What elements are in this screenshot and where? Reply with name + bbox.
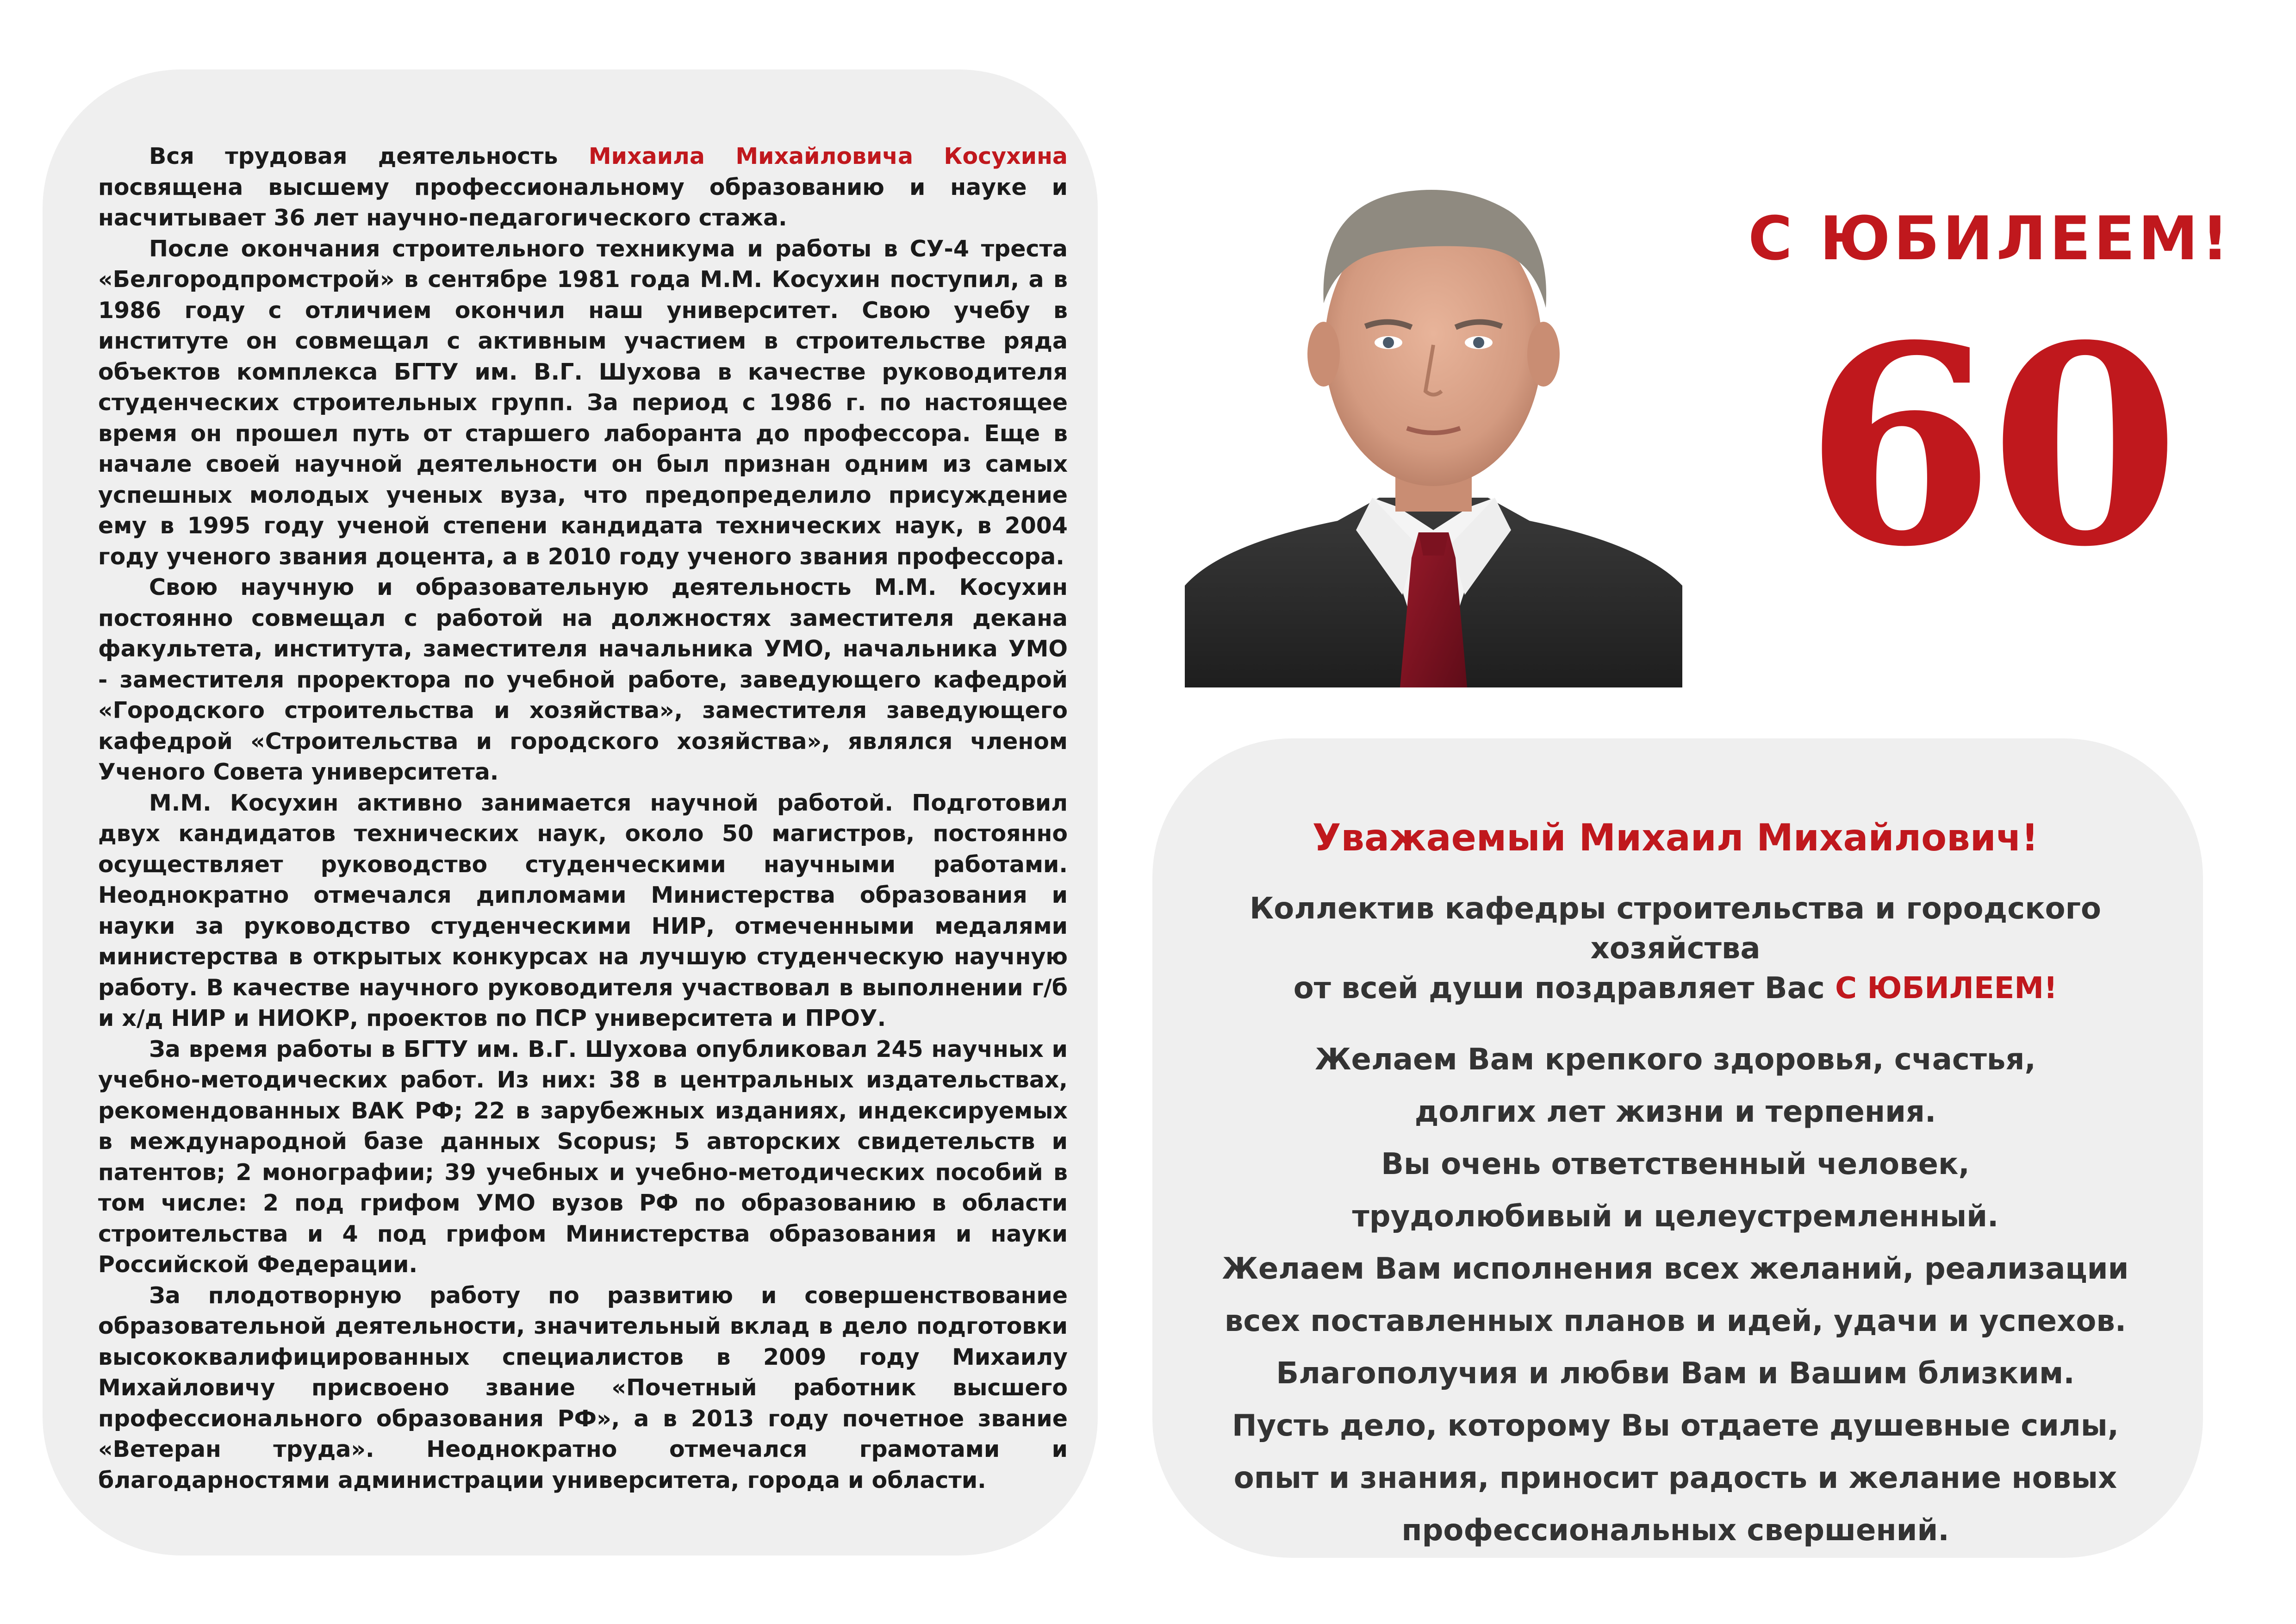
wish-line: Благополучия и любви Вам и Вашим близким. xyxy=(1276,1356,2075,1391)
greeting-salutation: Уважаемый Михаил Михайлович! xyxy=(1312,816,2039,859)
person-portrait-illustration xyxy=(1185,113,1682,687)
wish-line: профессиональных свершений. xyxy=(1401,1513,1949,1548)
congrats-highlight: С ЮБИЛЕЕМ! xyxy=(1835,971,2058,1006)
congrats-line-1: Коллектив кафедры строительства и городского хозяйства xyxy=(1249,892,2102,966)
bio-paragraph-5: За время работы в БГТУ им. В.Г. Шухова опубликовал 245 научных и учебно-методических работ. Из них: 38 в центральных издательствах, рекомендованных ВАК РФ; 22 в зарубежных изданиях, индексируемых в международной базе данных Scopus; 5 авторских свидетельств и патентов; 2 монографии; 39 учебных и учебно-методических пособий в том числе: 2 под грифом УМО вузов РФ по образованию в области строительства и 4 под грифом Министерства образования и науки Российской Федерации. xyxy=(98,1036,1068,1278)
greeting-congratulation xyxy=(1166,889,2184,1008)
wish-line: трудолюбивый и целеустремленный. xyxy=(1352,1199,1999,1234)
wish-line: Желаем Вам исполнения всех желаний, реализации xyxy=(1222,1252,2129,1286)
biography-text xyxy=(98,141,1068,1496)
wish-line: долгих лет жизни и терпения. xyxy=(1414,1095,1936,1129)
jubilee-heading: С ЮБИЛЕЕМ! xyxy=(1748,203,2232,274)
bio-paragraph-4: М.М. Косухин активно занимается научной работой. Подготовил двух кандидатов технических наук, около 50 магистров, постоянно осуществляет руководство студенческими научными работами. Неоднократно отмечался дипломами Министерства образования и науки за руководство студенческими НИР, отмеченными медалями министерства в открытых конкурсах на лучшую студенческую научную работу. В качестве научного руководителя участвовал в выполнении г/б и х/д НИР и НИОКР, проектов по ПСР университета и ПРОУ. xyxy=(98,789,1068,1031)
portrait-photo xyxy=(1185,113,1682,687)
wish-line: опыт и знания, приносит радость и желание новых xyxy=(1233,1461,2117,1495)
wish-line: Желаем Вам крепкого здоровья, счастья, xyxy=(1315,1043,2036,1077)
bio-paragraph-2: После окончания строительного техникума и работы в СУ-4 треста «Белгородпромстрой» в сентябре 1981 года М.М. Косухин поступил, а в 1986 году с отличием окончил наш университет. Свою учебу в институте он совмещал с активным участием в строительстве ряда объектов комплекса БГТУ им. В.Г. Шухова в качестве руководителя студенческих строительных групп. За период с 1986 г. по настоящее время он прошел путь от старшего лаборанта до профессора. Еще в начале своей научной деятельности он был признан одним из самых успешных молодых ученых вуза, что предопределило присуждение ему в 1995 году ученой степени кандидата технических наук, в 2004 году ученого звания доцента, а в 2010 году ученого звания профессора. xyxy=(98,235,1068,570)
bio-paragraph-3: Свою научную и образовательную деятельность М.М. Косухин постоянно совмещал с работой на должностях заместителя декана факультета, института, заместителя начальника УМО, начальника УМО - заместителя проректора по учебной работе, заведующего кафедрой «Городского строительства и хозяйства», заместителя заведующего кафедрой «Строительства и городского хозяйства», являлся членом Ученого Совета университета. xyxy=(98,574,1068,785)
bio-paragraph-6: За плодотворную работу по развитию и совершенствование образовательной деятельности, значительный вклад в дело подготовки высококвалифицированных специалистов в 2009 году Михаилу Михайловичу присвоено звание «Почетный работник высшего профессионального образования РФ», а в 2013 году почетное звание «Ветеран труда». Неоднократно отмечался грамотами и благодарностями администрации университета, города и области. xyxy=(98,1282,1068,1493)
jubilee-age-number: 60 xyxy=(1804,286,2176,607)
wish-line: всех поставленных планов и идей, удачи и успехов. xyxy=(1224,1304,2127,1338)
honoree-name: Михаила Михайловича Косухина xyxy=(588,143,1068,169)
bio-paragraph-1: Вся трудовая деятельность Михаила Михайловича Косухина посвящена высшему профессиональному образованию и науке и насчитывает 36 лет научно-педагогического стажа. xyxy=(98,143,1068,231)
greeting-block xyxy=(1166,812,2184,1557)
greeting-wishes xyxy=(1166,1034,2184,1557)
wish-line: Пусть дело, которому Вы отдаете душевные силы, xyxy=(1232,1409,2119,1443)
wish-line: Вы очень ответственный человек, xyxy=(1381,1147,1970,1181)
congrats-line-2: от всей души поздравляет Вас С ЮБИЛЕЕМ! xyxy=(1293,971,2058,1006)
